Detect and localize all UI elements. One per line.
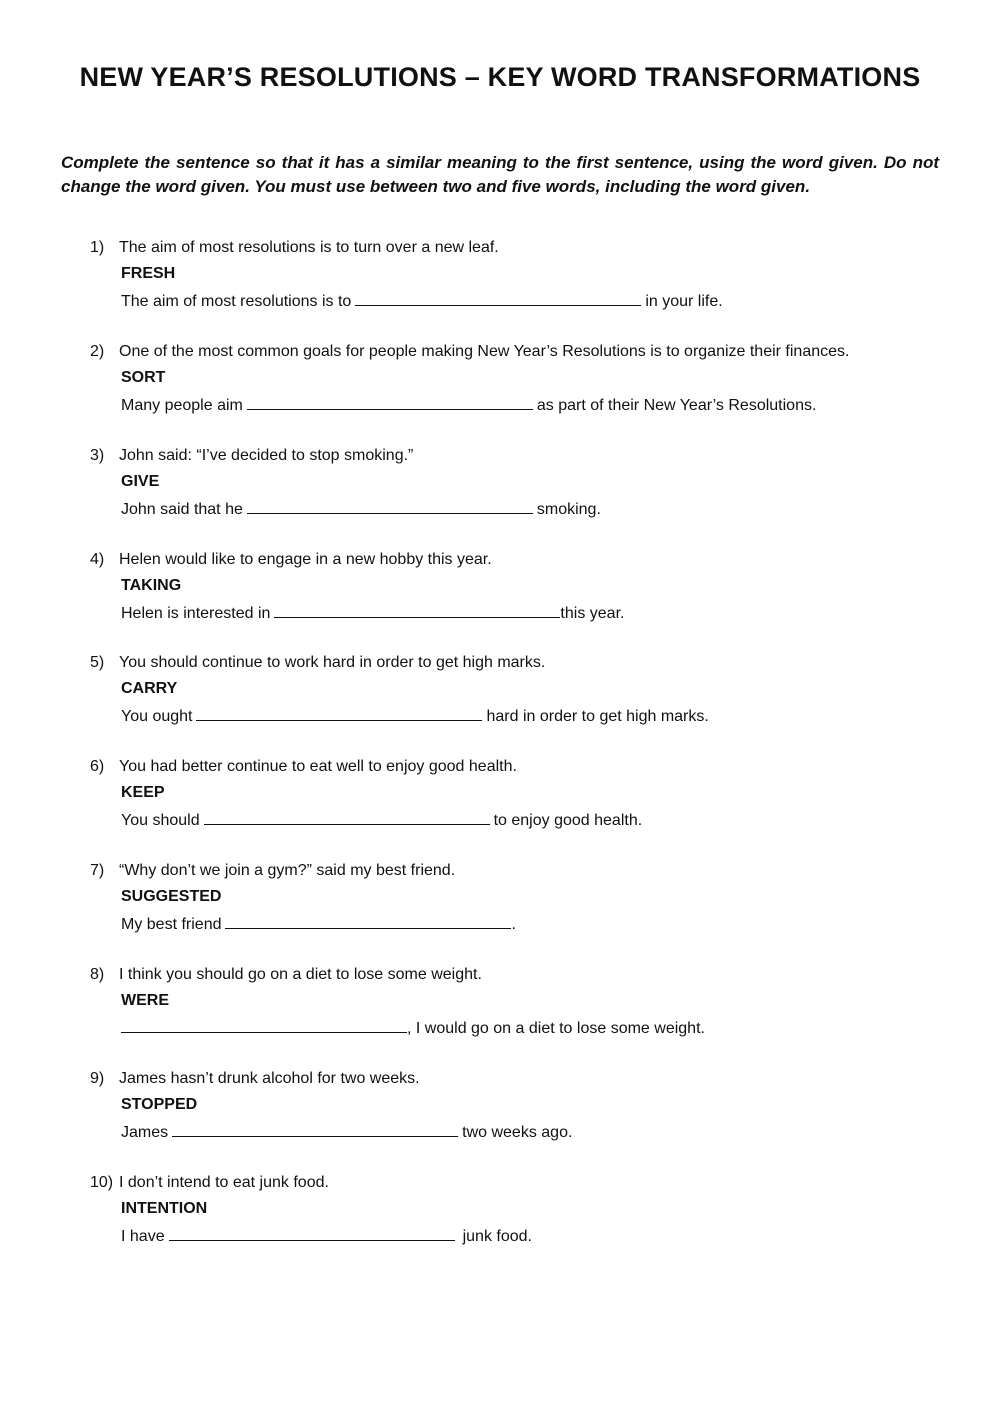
sentence-end: smoking. bbox=[536, 501, 601, 518]
original-sentence: I think you should go on a diet to lose some weight. bbox=[119, 966, 482, 983]
sentence-end: , I would go on a diet to lose some weight. bbox=[407, 1020, 705, 1037]
question-number: 3) bbox=[90, 447, 105, 464]
question-item bbox=[90, 443, 950, 523]
question-number: 5) bbox=[90, 654, 105, 671]
question-number: 1) bbox=[90, 239, 105, 256]
key-word: STOPPED bbox=[121, 1096, 198, 1113]
original-sentence: John said: “I’ve decided to stop smoking.” bbox=[119, 447, 414, 464]
key-word: WERE bbox=[121, 992, 169, 1009]
key-word: GIVE bbox=[121, 473, 160, 490]
sentence-start: James bbox=[121, 1124, 169, 1141]
instructions: Complete the sentence so that it has a similar meaning to the first sentence, using the word given. Do not change the word given. You must use between two and five words, including the word given. bbox=[61, 153, 939, 196]
question-number: 4) bbox=[90, 551, 105, 568]
sentence-end: this year. bbox=[560, 605, 625, 622]
key-word: SUGGESTED bbox=[121, 888, 222, 905]
question-item bbox=[90, 339, 950, 419]
sentence-end: two weeks ago. bbox=[462, 1124, 573, 1141]
answer-blank[interactable] bbox=[196, 702, 482, 721]
question-number: 10) bbox=[90, 1174, 114, 1191]
answer-blank[interactable] bbox=[172, 1118, 458, 1137]
key-word: KEEP bbox=[121, 784, 165, 801]
answer-blank[interactable] bbox=[169, 1222, 455, 1241]
sentence-start: My best friend bbox=[121, 916, 222, 933]
page-title: NEW YEAR’S RESOLUTIONS – KEY WORD TRANSFORMATIONS bbox=[79, 62, 921, 92]
answer-blank[interactable] bbox=[247, 495, 533, 514]
key-word: SORT bbox=[121, 369, 166, 386]
answer-blank[interactable] bbox=[247, 391, 533, 410]
question-item bbox=[90, 650, 950, 730]
answer-blank[interactable] bbox=[204, 806, 490, 825]
question-item bbox=[90, 1170, 950, 1250]
question-item bbox=[90, 858, 950, 938]
sentence-start: Many people aim bbox=[121, 397, 243, 414]
question-item bbox=[90, 235, 950, 315]
question-item bbox=[90, 754, 950, 834]
sentence-end: hard in order to get high marks. bbox=[486, 708, 709, 725]
key-word: INTENTION bbox=[121, 1200, 208, 1217]
original-sentence: James hasn’t drunk alcohol for two weeks. bbox=[119, 1070, 420, 1087]
sentence-end: junk food. bbox=[462, 1228, 532, 1245]
question-number: 6) bbox=[90, 758, 105, 775]
sentence-start: I have bbox=[121, 1228, 165, 1245]
sentence-start: You ought bbox=[121, 708, 193, 725]
original-sentence: You should continue to work hard in order to get high marks. bbox=[119, 654, 546, 671]
question-item bbox=[90, 1066, 950, 1146]
sentence-start: You should bbox=[121, 812, 200, 829]
original-sentence: The aim of most resolutions is to turn over a new leaf. bbox=[119, 239, 499, 256]
sentence-end: as part of their New Year’s Resolutions. bbox=[536, 397, 817, 414]
original-sentence: Helen would like to engage in a new hobby this year. bbox=[119, 551, 492, 568]
question-number: 8) bbox=[90, 966, 105, 983]
question-number: 2) bbox=[90, 343, 105, 360]
question-item bbox=[90, 962, 950, 1042]
original-sentence: “Why don’t we join a gym?” said my best friend. bbox=[119, 862, 456, 879]
key-word: CARRY bbox=[121, 680, 178, 697]
answer-blank[interactable] bbox=[274, 599, 560, 618]
answer-blank[interactable] bbox=[355, 287, 641, 306]
question-number: 9) bbox=[90, 1070, 105, 1087]
answer-blank[interactable] bbox=[225, 910, 511, 929]
sentence-start: Helen is interested in bbox=[121, 605, 271, 622]
sentence-start: John said that he bbox=[121, 501, 243, 518]
question-number: 7) bbox=[90, 862, 105, 879]
sentence-end: to enjoy good health. bbox=[493, 812, 643, 829]
sentence-end: . bbox=[511, 916, 516, 933]
original-sentence: One of the most common goals for people making New Year’s Resolutions is to organize their finances. bbox=[119, 343, 850, 360]
answer-blank[interactable] bbox=[121, 1014, 407, 1033]
original-sentence: You had better continue to eat well to enjoy good health. bbox=[119, 758, 517, 775]
question-item bbox=[90, 547, 950, 627]
sentence-start: The aim of most resolutions is to bbox=[121, 293, 352, 310]
key-word: FRESH bbox=[121, 265, 176, 282]
original-sentence: I don’t intend to eat junk food. bbox=[119, 1174, 329, 1191]
sentence-end: in your life. bbox=[645, 293, 723, 310]
key-word: TAKING bbox=[121, 577, 182, 594]
